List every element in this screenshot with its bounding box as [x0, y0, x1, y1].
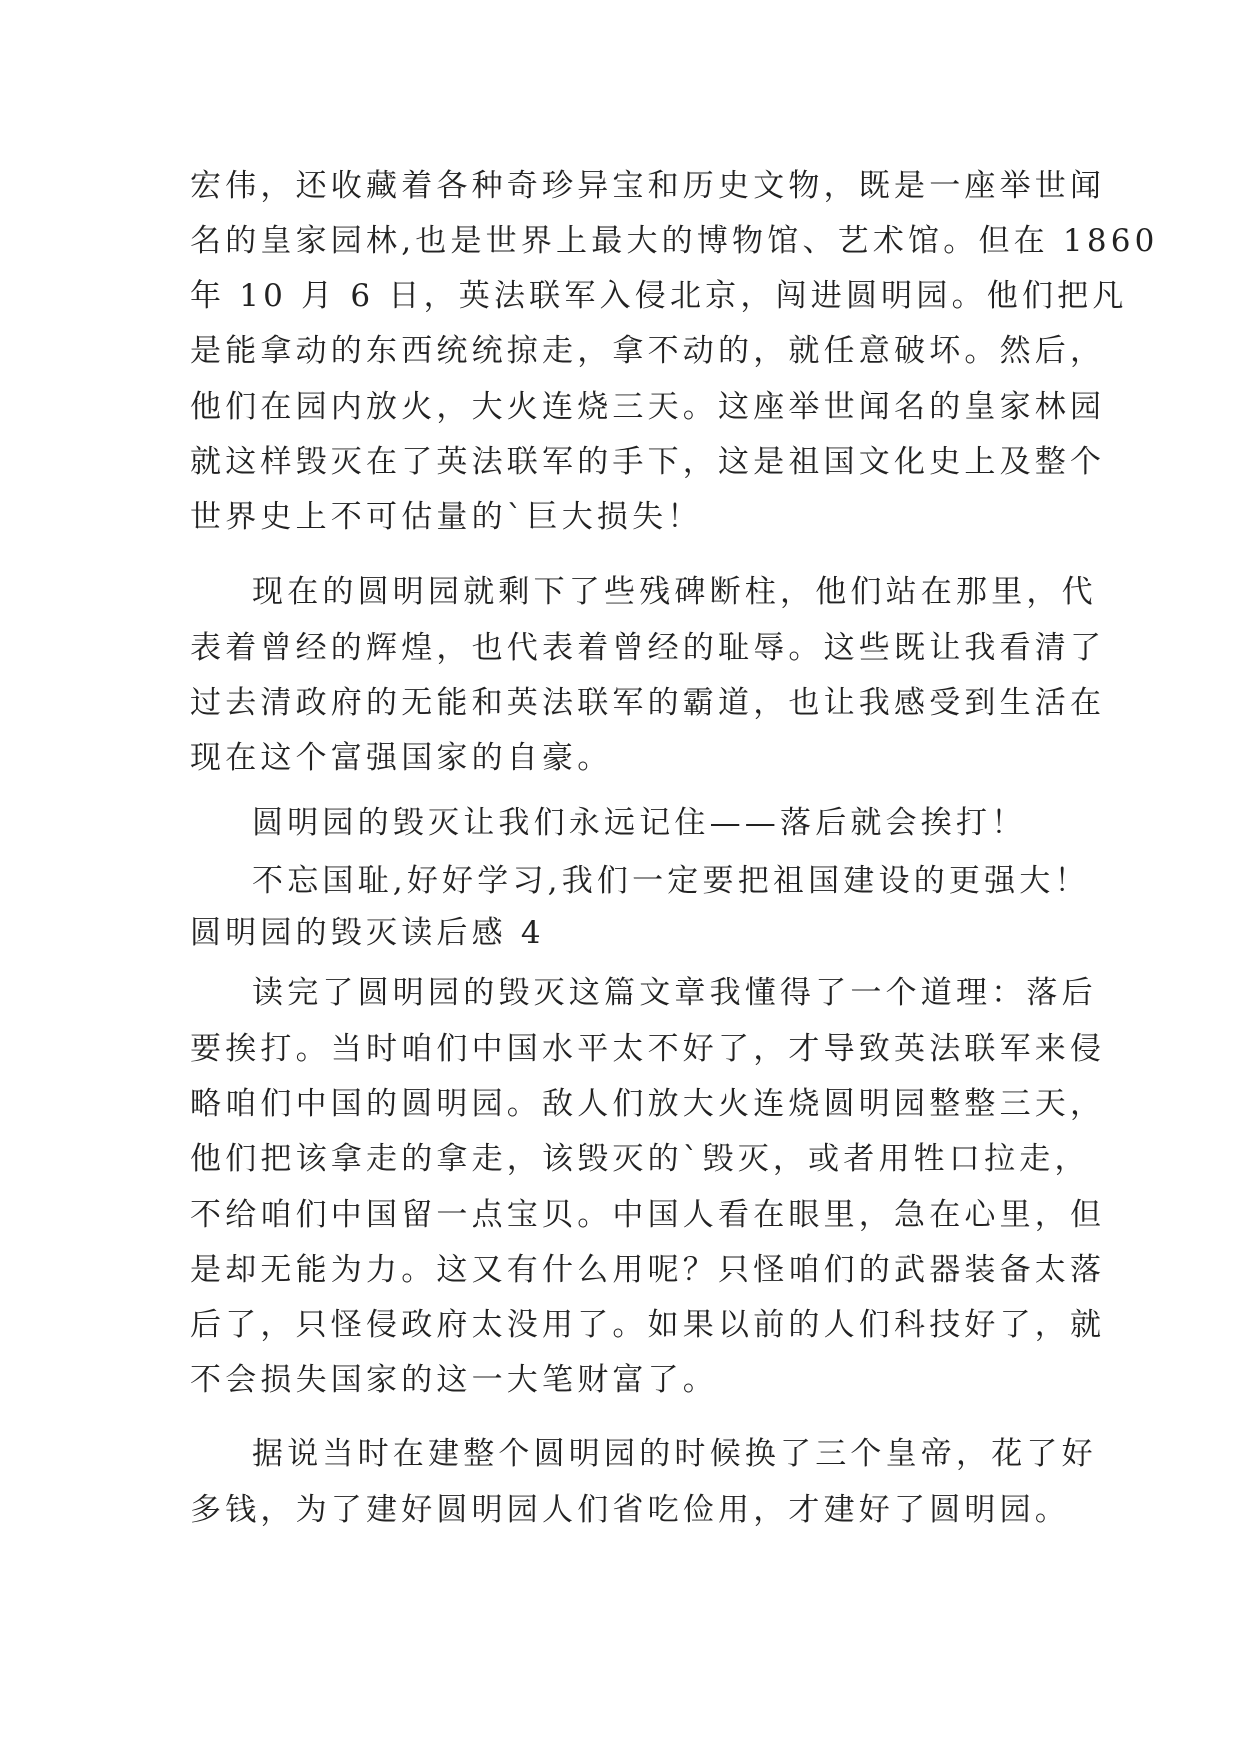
paragraph-line: 不忘国耻,好好学习,我们一定要把祖国建设的更强大！: [252, 863, 1090, 899]
section-heading: 圆明园的毁灭读后感 4: [190, 915, 545, 951]
paragraph-line: 略咱们中国的圆明园。敌人们放大火连烧圆明园整整三天，: [190, 1086, 1106, 1122]
paragraph-line: 世界史上不可估量的`巨大损失！: [190, 499, 703, 535]
paragraph-line: 圆明园的毁灭让我们永远记住——落后就会挨打！: [252, 805, 1027, 841]
paragraph-line: 据说当时在建整个圆明园的时候换了三个皇帝，花了好: [252, 1436, 1097, 1472]
paragraph-line: 多钱，为了建好圆明园人们省吃俭用，才建好了圆明园。: [190, 1492, 1070, 1528]
paragraph-line: 后了，只怪侵政府太没用了。如果以前的人们科技好了，就: [190, 1307, 1106, 1343]
paragraph-line: 年 10 月 6 日，英法联军入侵北京，闯进圆明园。他们把凡: [190, 278, 1128, 314]
paragraph-line: 过去清政府的无能和英法联军的霸道，也让我感受到生活在: [190, 685, 1106, 721]
paragraph-line: 现在的圆明园就剩下了些残碑断柱，他们站在那里，代: [252, 574, 1097, 610]
paragraph-line: 表着曾经的辉煌，也代表着曾经的耻辱。这些既让我看清了: [190, 630, 1106, 666]
paragraph-line: 宏伟，还收藏着各种奇珍异宝和历史文物，既是一座举世闻: [190, 168, 1106, 204]
paragraph-line: 不会损失国家的这一大笔财富了。: [190, 1362, 718, 1398]
paragraph-line: 他们把该拿走的拿走，该毁灭的`毁灭，或者用牲口拉走，: [190, 1141, 1090, 1177]
paragraph-line: 就这样毁灭在了英法联军的手下，这是祖国文化史上及整个: [190, 444, 1106, 480]
paragraph-line: 名的皇家园林,也是世界上最大的博物馆、艺术馆。但在 1860: [190, 223, 1159, 259]
paragraph-line: 不给咱们中国留一点宝贝。中国人看在眼里，急在心里，但: [190, 1197, 1106, 1233]
paragraph-line: 要挨打。当时咱们中国水平太不好了，才导致英法联军来侵: [190, 1031, 1106, 1067]
paragraph-line: 他们在园内放火，大火连烧三天。这座举世闻名的皇家林园: [190, 389, 1106, 425]
paragraph-line: 是能拿动的东西统统掠走，拿不动的，就任意破坏。然后，: [190, 333, 1106, 369]
paragraph-line: 现在这个富强国家的自豪。: [190, 740, 613, 776]
paragraph-line: 是却无能为力。这又有什么用呢？只怪咱们的武器装备太落: [190, 1252, 1106, 1288]
paragraph-line: 读完了圆明园的毁灭这篇文章我懂得了一个道理：落后: [252, 975, 1097, 1011]
